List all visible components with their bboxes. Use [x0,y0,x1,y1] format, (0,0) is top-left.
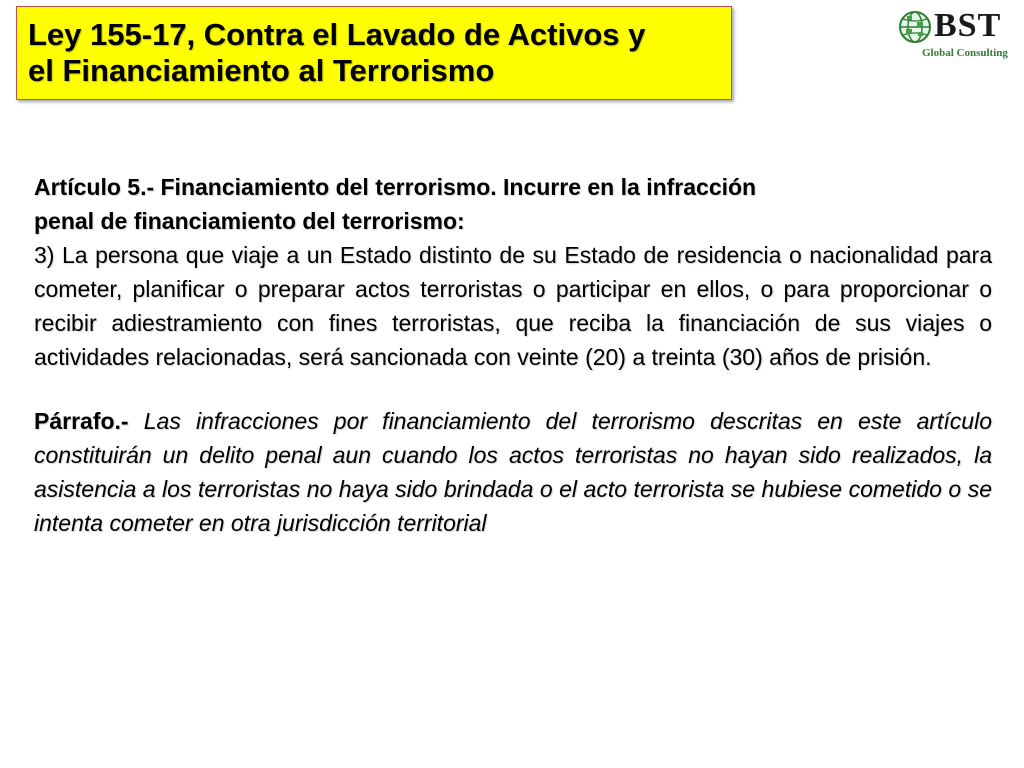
company-logo [898,6,1022,64]
slide-title-line-2: el Financiamiento al Terrorismo [28,53,495,88]
article-heading-line-1: Artículo 5.- Financiamiento del terrorismo. Incurre en la infracción [34,174,757,200]
slide-title-box [16,6,732,100]
slide-body [34,170,992,540]
slide-title-line-1: Ley 155-17, Contra el Lavado de Activos y [28,17,646,52]
logo-name: BST [934,7,1002,44]
article-heading-line-2: penal de financiamiento del terrorismo: [34,208,465,234]
paragraph-block [34,404,992,540]
logo-subtitle: Global Consulting [922,47,1008,59]
paragraph-label: Párrafo.- [34,408,129,434]
paragraph-text: Las infracciones por financiamiento del terrorismo descritas en este artículo constituirán un delito penal aun cuando los actos terroristas no hayan sido realizados, la asistencia a los terroristas no haya sido brindada o el acto terrorista se hubiese cometido o se intenta cometer en otra jurisdicción territorial [34,408,993,536]
paragraph-spacer [34,374,992,404]
globe-icon [898,10,932,44]
article-heading [34,170,992,238]
article-item-3: 3) La persona que viaje a un Estado distinto de su Estado de residencia o nacionalidad para cometer, planificar o preparar actos terroristas o participar en ellos, o para proporcionar o recibir adiestramiento con fines terroristas, que reciba la financiación de sus viajes o actividades relacionadas, será sancionada con veinte (20) a treinta (30) años de prisión. [34,242,992,370]
